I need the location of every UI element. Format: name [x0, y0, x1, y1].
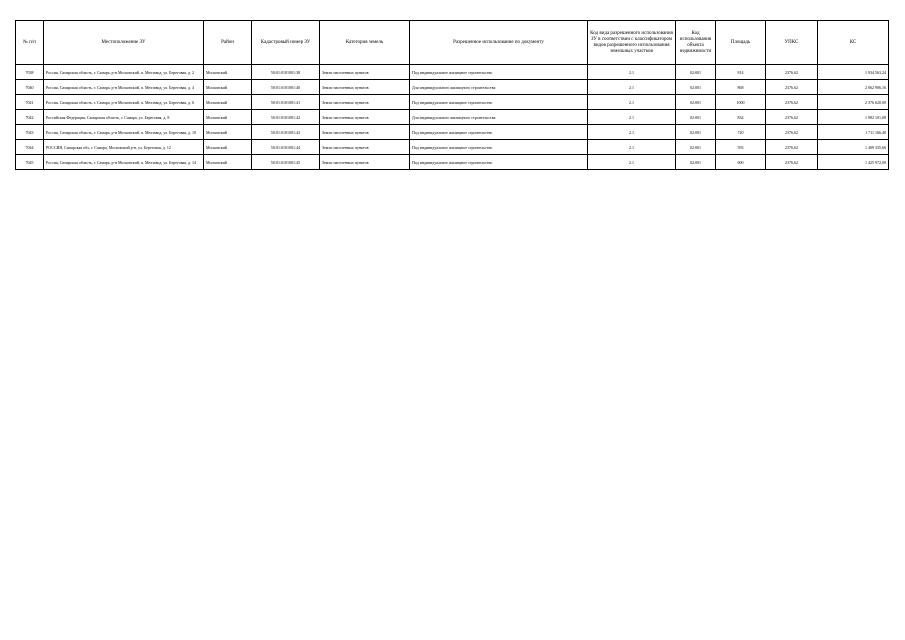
area-cell: 868 [716, 80, 766, 95]
table-header-row [16, 21, 889, 65]
land-plot-register-table [15, 20, 889, 170]
row-number: 7045 [16, 155, 44, 170]
column-header-ks: КС [818, 21, 889, 65]
ks-cell: 2 376 620,00 [818, 95, 889, 110]
cadastral-number-cell: 50:01:0101001:43 [252, 125, 320, 140]
table-row [16, 125, 889, 140]
land-category-cell: Земли населенных пунктов [320, 155, 410, 170]
table-row [16, 95, 889, 110]
table-body [16, 65, 889, 170]
cadastral-number-cell: 50:01:0101001:45 [252, 155, 320, 170]
district-cell: Московский [204, 140, 252, 155]
land-category-cell: Земли населенных пунктов [320, 80, 410, 95]
area-cell: 1000 [716, 95, 766, 110]
district-cell: Московский [204, 80, 252, 95]
location-cell: Россия, Самарская область, г. Самара, р-н Московский, п. Мехзавод, ул. Береговая, д. 14 [44, 155, 204, 170]
row-number: 7041 [16, 95, 44, 110]
district-cell: Московский [204, 110, 252, 125]
upks-cell: 2376,62 [766, 110, 818, 125]
column-header-upks: УПКС [766, 21, 818, 65]
permitted-use-cell: Под индивидуальное жилищное строительство [410, 65, 588, 80]
location-cell: РОССИЯ, Самарская обл, г. Самара, Московский р-н, ул. Береговая, д. 12 [44, 140, 204, 155]
cadastral-number-cell: 50:01:0101001:44 [252, 140, 320, 155]
district-cell: Московский [204, 95, 252, 110]
column-header-land-category: Категория земель [320, 21, 410, 65]
use-code-cell: 2.1 [588, 95, 676, 110]
permitted-use-cell: Под индивидуальное жилищное строительство [410, 95, 588, 110]
column-header-object-use-code: Код использования объекта недвижимости [676, 21, 716, 65]
cadastral-number-cell: 50:01:0101001:41 [252, 95, 320, 110]
location-cell: Россия, Самарская область, г. Самара, р-н Московский, п. Мехзавод, ул. Береговая, д. 10 [44, 125, 204, 140]
column-header-location: Местоположение ЗУ [44, 21, 204, 65]
object-use-code-cell: 02:001 [676, 65, 716, 80]
row-number: 7042 [16, 110, 44, 125]
object-use-code-cell: 02:001 [676, 140, 716, 155]
row-number: 7044 [16, 140, 44, 155]
table-row [16, 140, 889, 155]
column-header-number: № п/п [16, 21, 44, 65]
row-number: 7040 [16, 80, 44, 95]
row-number: 7043 [16, 125, 44, 140]
cadastral-number-cell: 50:01:0101001:42 [252, 110, 320, 125]
column-header-permitted-use: Разрешенное использование по документу [410, 21, 588, 65]
location-cell: Россия, Самарская область, г. Самара, р-н Московский, п. Мехзавод, ул. Береговая, д. 6 [44, 95, 204, 110]
land-category-cell: Земли населенных пунктов [320, 125, 410, 140]
use-code-cell: 2.1 [588, 155, 676, 170]
ks-cell: 1 982 101,08 [818, 110, 889, 125]
object-use-code-cell: 02:001 [676, 125, 716, 140]
district-cell: Московский [204, 125, 252, 140]
table-row [16, 65, 889, 80]
area-cell: 834 [716, 110, 766, 125]
location-cell: Россия, Самарская область, г. Самара, р-н Московский, п. Мехзавод, ул. Береговая, д. 2 [44, 65, 204, 80]
ks-cell: 1 409 335,66 [818, 140, 889, 155]
permitted-use-cell: Под индивидуальное жилищное строительство [410, 155, 588, 170]
ks-cell: 1 425 972,00 [818, 155, 889, 170]
area-cell: 593 [716, 140, 766, 155]
column-header-cadastral-number: Кадастровый номер ЗУ [252, 21, 320, 65]
column-header-area: Площадь [716, 21, 766, 65]
table-row [16, 155, 889, 170]
use-code-cell: 2.1 [588, 125, 676, 140]
use-code-cell: 2.1 [588, 110, 676, 125]
district-cell: Московский [204, 65, 252, 80]
ks-cell: 2 062 906,16 [818, 80, 889, 95]
use-code-cell: 2.1 [588, 140, 676, 155]
upks-cell: 2376,62 [766, 125, 818, 140]
location-cell: Российская Федерация, Самарская область, г. Самара, ул. Береговая, д. 8 [44, 110, 204, 125]
upks-cell: 2376,62 [766, 155, 818, 170]
row-number: 7038 [16, 65, 44, 80]
ks-cell: 1 711 166,40 [818, 125, 889, 140]
cadastral-number-cell: 50:01:0101001:38 [252, 65, 320, 80]
area-cell: 600 [716, 155, 766, 170]
permitted-use-cell: Под индивидуальное жилищное строительство [410, 140, 588, 155]
use-code-cell: 2.1 [588, 80, 676, 95]
land-category-cell: Земли населенных пунктов [320, 65, 410, 80]
column-header-use-code: Код вида разрешенного использования ЗУ в соответствии с классификатором видов разрешенного использования земельных участков [588, 21, 676, 65]
location-cell: Россия, Самарская область, г. Самара, р-н Московский, п. Мехзавод, ул. Береговая, д. 4 [44, 80, 204, 95]
area-cell: 720 [716, 125, 766, 140]
upks-cell: 2376,62 [766, 80, 818, 95]
land-category-cell: Земли населенных пунктов [320, 110, 410, 125]
district-cell: Московский [204, 155, 252, 170]
table-row [16, 110, 889, 125]
object-use-code-cell: 02:001 [676, 80, 716, 95]
object-use-code-cell: 02:001 [676, 155, 716, 170]
area-cell: 814 [716, 65, 766, 80]
ks-cell: 1 934 563,24 [818, 65, 889, 80]
upks-cell: 2376,62 [766, 140, 818, 155]
permitted-use-cell: Для индивидуального жилищного строительства [410, 80, 588, 95]
land-category-cell: Земли населенных пунктов [320, 140, 410, 155]
cadastral-number-cell: 50:01:0101001:40 [252, 80, 320, 95]
object-use-code-cell: 02:001 [676, 95, 716, 110]
permitted-use-cell: Для индивидуального жилищного строительства [410, 110, 588, 125]
object-use-code-cell: 02:001 [676, 110, 716, 125]
upks-cell: 2376,62 [766, 65, 818, 80]
permitted-use-cell: Под индивидуальное жилищное строительство [410, 125, 588, 140]
use-code-cell: 2.1 [588, 65, 676, 80]
upks-cell: 2376,62 [766, 95, 818, 110]
table-row [16, 80, 889, 95]
register-page [15, 20, 888, 170]
column-header-district: Район [204, 21, 252, 65]
land-category-cell: Земли населенных пунктов [320, 95, 410, 110]
